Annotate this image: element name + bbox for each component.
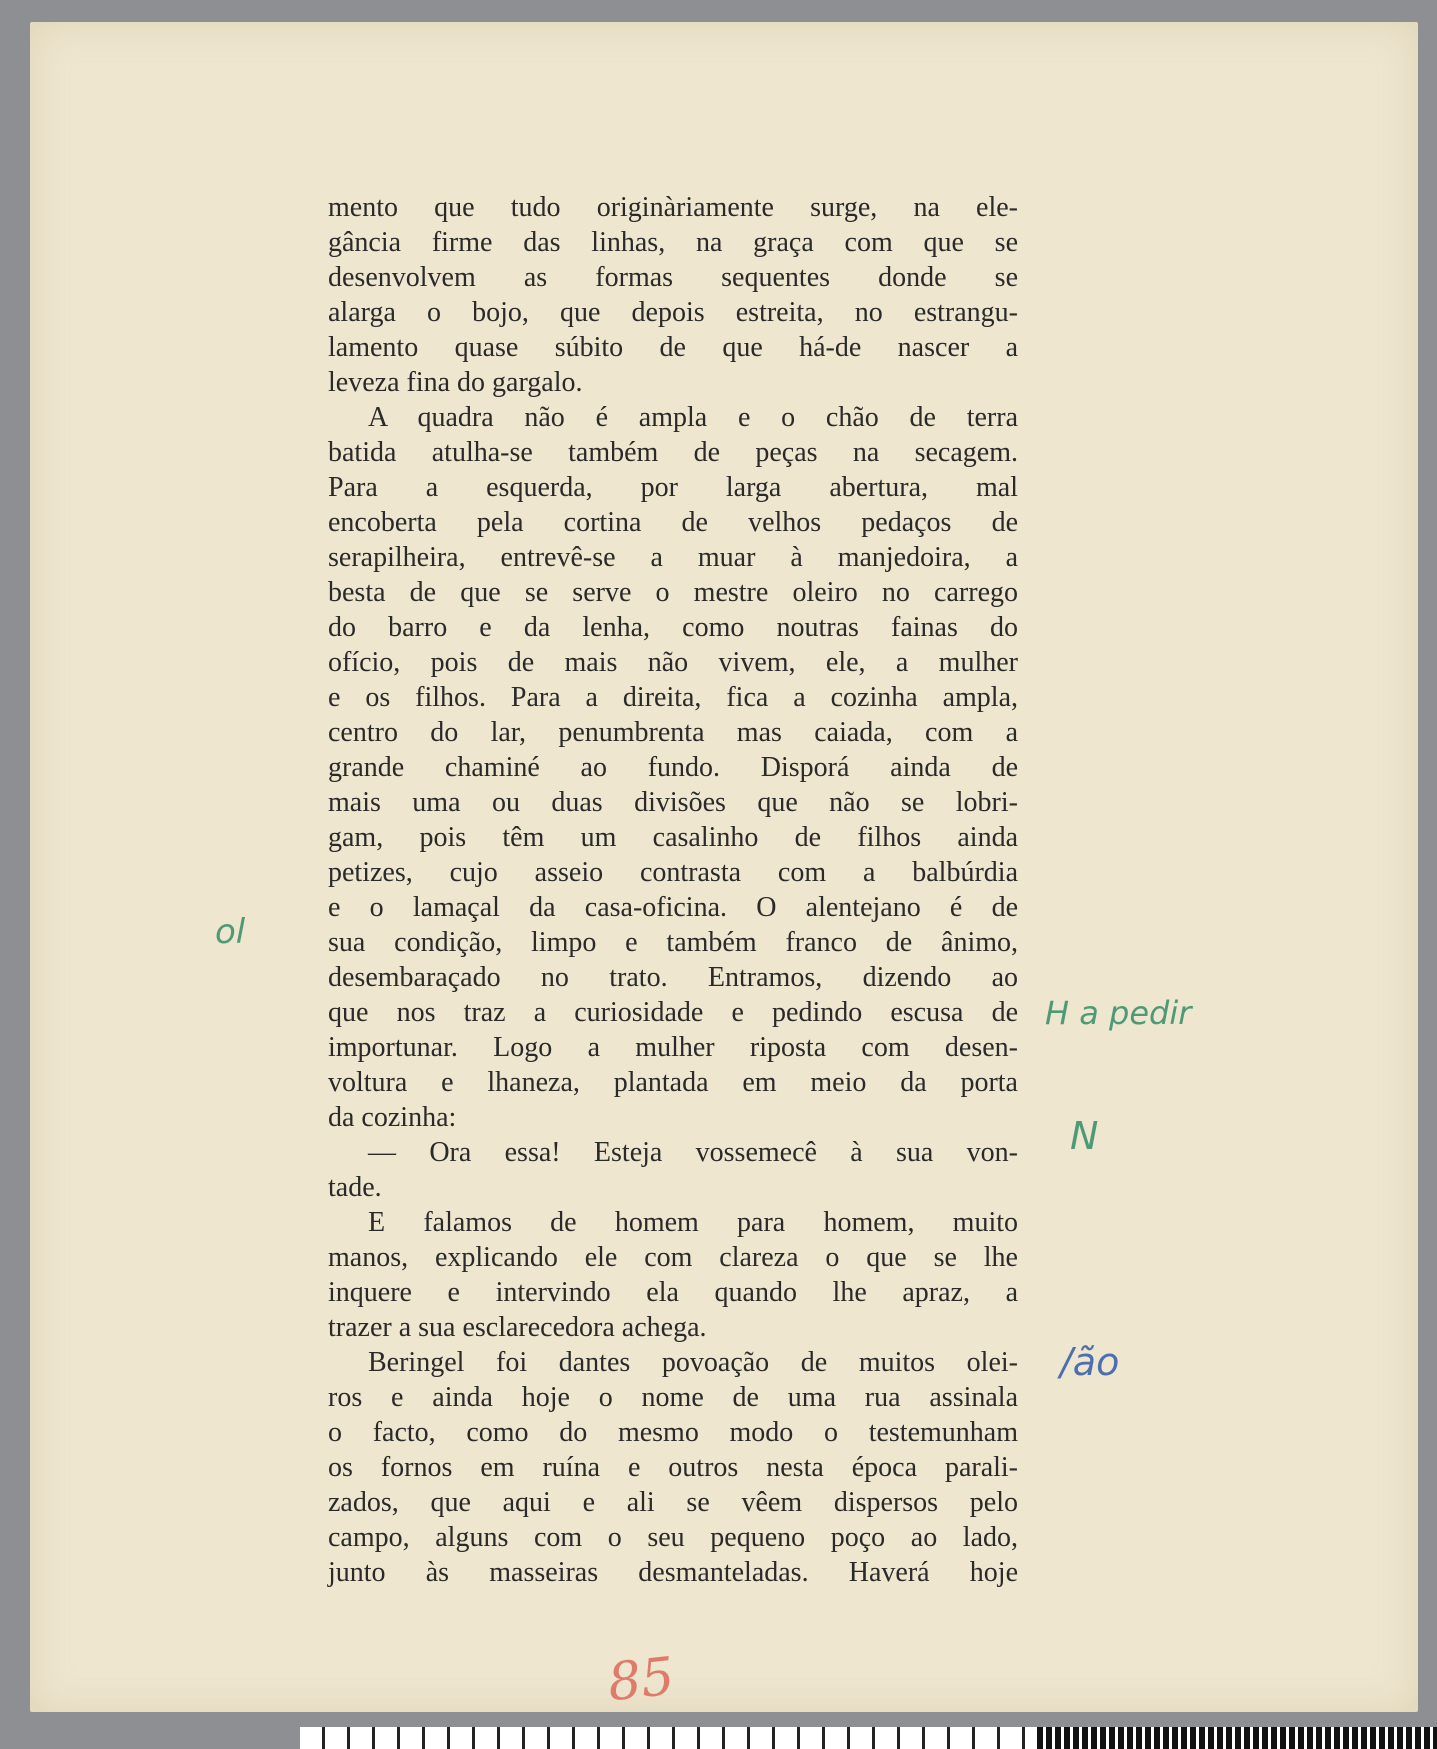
text-line: gância firme das linhas, na graça com que se — [328, 227, 1018, 258]
text-line: zados, que aqui e ali se vêem dispersos pelo — [328, 1487, 1018, 1518]
page-number: 85 — [605, 1646, 678, 1714]
text-line: petizes, cujo asseio contrasta com a balbúrdia — [328, 857, 1018, 888]
right-margin-note: /ão — [1060, 1340, 1120, 1384]
text-line: voltura e lhaneza, plantada em meio da porta — [328, 1067, 1018, 1098]
text-line: os fornos em ruína e outros nesta época parali- — [328, 1452, 1018, 1483]
text-line: A quadra não é ampla e o chão de terra — [368, 402, 1018, 433]
text-line: importunar. Logo a mulher riposta com desen- — [328, 1032, 1018, 1063]
text-line: inquere e intervindo ela quando lhe apraz, a — [328, 1277, 1018, 1308]
body-text — [328, 190, 1018, 1590]
text-line: E falamos de homem para homem, muito — [368, 1207, 1018, 1238]
text-line: encoberta pela cortina de velhos pedaços de — [328, 507, 1018, 538]
text-line: o facto, como do mesmo modo o testemunham — [328, 1417, 1018, 1448]
text-line: e o lamaçal da casa-oficina. O alentejano é de — [328, 892, 1018, 923]
text-line: que nos traz a curiosidade e pedindo escusa de — [328, 997, 1018, 1028]
text-line: — Ora essa! Esteja vossemecê à sua von- — [368, 1137, 1018, 1168]
text-line: trazer a sua esclarecedora achega. — [328, 1312, 707, 1343]
document-page — [30, 22, 1418, 1712]
text-line: alarga o bojo, que depois estreita, no estrangu- — [328, 297, 1018, 328]
text-line: manos, explicando ele com clareza o que se lhe — [328, 1242, 1018, 1273]
text-line: ros e ainda hoje o nome de uma rua assinala — [328, 1382, 1018, 1413]
text-line: Para a esquerda, por larga abertura, mal — [328, 472, 1018, 503]
text-line: batida atulha-se também de peças na secagem. — [328, 437, 1018, 468]
text-line: Beringel foi dantes povoação de muitos olei- — [368, 1347, 1018, 1378]
text-line: desembaraçado no trato. Entramos, dizendo ao — [328, 962, 1018, 993]
text-line: mais uma ou duas divisões que não se lobri- — [328, 787, 1018, 818]
text-line: serapilheira, entrevê-se a muar à manjedoira, a — [328, 542, 1018, 573]
text-line: gam, pois têm um casalinho de filhos ainda — [328, 822, 1018, 853]
left-margin-mark: ol — [215, 912, 246, 952]
right-margin-note: N — [1070, 1114, 1099, 1158]
text-line: lamento quase súbito de que há-de nascer a — [328, 332, 1018, 363]
text-line: mento que tudo originàriamente surge, na ele- — [328, 192, 1018, 223]
right-margin-note: H a pedir — [1045, 994, 1192, 1032]
text-line: tade. — [328, 1172, 382, 1203]
text-line: do barro e da lenha, como noutras fainas do — [328, 612, 1018, 643]
text-line: grande chaminé ao fundo. Disporá ainda de — [328, 752, 1018, 783]
text-line: sua condição, limpo e também franco de ânimo, — [328, 927, 1018, 958]
text-line: leveza fina do gargalo. — [328, 367, 583, 398]
text-line: desenvolvem as formas sequentes donde se — [328, 262, 1018, 293]
text-line: centro do lar, penumbrenta mas caiada, com a — [328, 717, 1018, 748]
text-line: junto às masseiras desmanteladas. Haverá hoje — [328, 1557, 1018, 1588]
text-line: da cozinha: — [328, 1102, 457, 1133]
text-line: campo, alguns com o seu pequeno poço ao lado, — [328, 1522, 1018, 1553]
scale-ruler — [300, 1727, 1437, 1749]
scale-ruler-dark-section — [1037, 1727, 1437, 1749]
text-line: besta de que se serve o mestre oleiro no carrego — [328, 577, 1018, 608]
text-line: e os filhos. Para a direita, fica a cozinha ampla, — [328, 682, 1018, 713]
text-line: ofício, pois de mais não vivem, ele, a mulher — [328, 647, 1018, 678]
